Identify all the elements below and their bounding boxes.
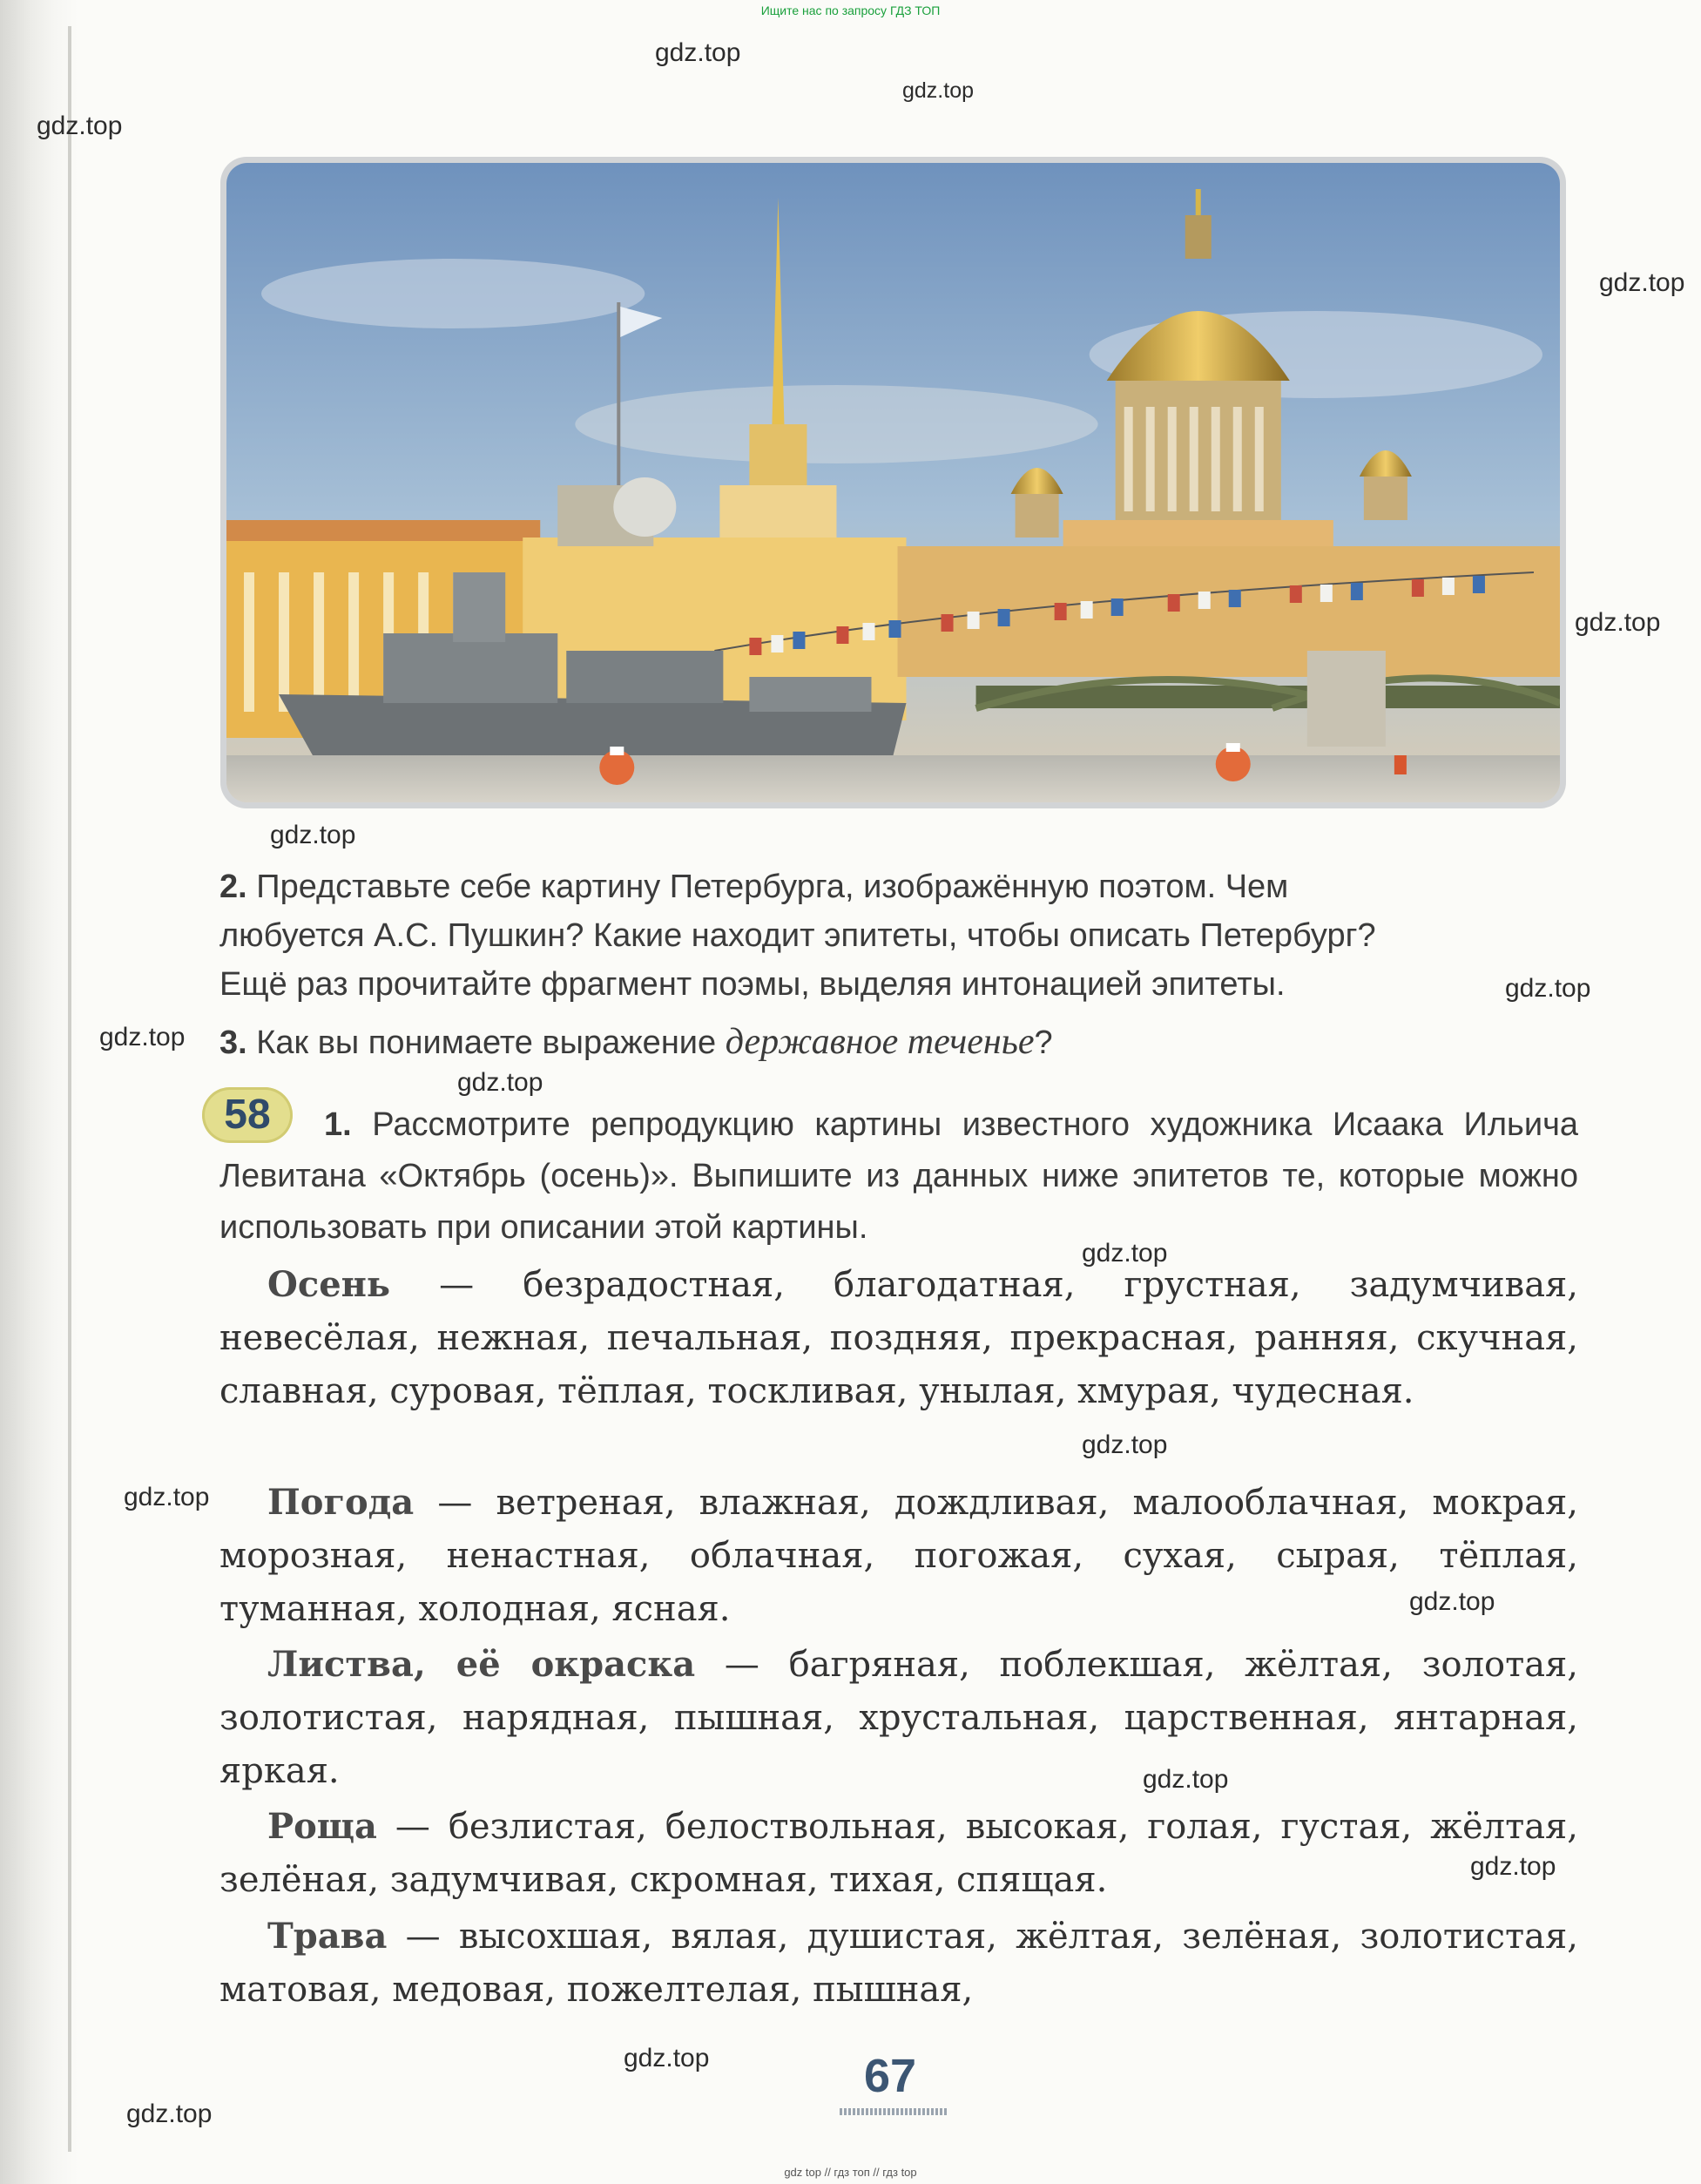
question-line: любуется А.С. Пушкин? Какие находит эпитеты, чтобы описать Петербург? xyxy=(219,917,1376,954)
st-petersburg-panorama-photo xyxy=(226,163,1560,802)
epithet-head: Погода xyxy=(267,1482,415,1523)
watermark: gdz.top xyxy=(1505,974,1591,1003)
question-text: Как вы понимаете выражение xyxy=(256,1024,717,1061)
task-text: Рассмотрите репродукцию картины известного художника Исаака Ильича Левитана «Октябрь (осень)». Выпишите из данных ниже эпитетов те, которые можно использовать при описании этой картины. xyxy=(219,1106,1578,1246)
bottom-watermark-note: gdz top // гдз топ // гдз top xyxy=(784,2166,917,2179)
epithet-list: безрадостная, благодатная, грустная, задумчивая, невесёлая, нежная, печальная, поздняя, прекрасная, ранняя, скучная, славная, суровая, тёплая, тоскливая, унылая, хмурая, чудесная. xyxy=(219,1265,1578,1411)
question-end: ? xyxy=(1034,1024,1053,1061)
photo-frame xyxy=(220,157,1566,808)
watermark: gdz.top xyxy=(124,1483,210,1511)
epithet-block-foliage xyxy=(219,1638,1578,1798)
dash: — xyxy=(695,1645,789,1685)
epithet-list: ветреная, влажная, дождливая, малооблачная, мокрая, морозная, ненастная, облачная, погожая, сухая, сырая, тёплая, туманная, холодная, ясная. xyxy=(219,1483,1578,1629)
book-spine-line xyxy=(68,26,71,2152)
watermark: gdz.top xyxy=(1143,1765,1229,1794)
task-number: 1. xyxy=(324,1106,352,1143)
question-3 xyxy=(219,1018,1578,1067)
question-2 xyxy=(219,862,1578,1009)
page-number-underline xyxy=(840,2108,948,2115)
epithet-list: безлистая, белоствольная, высокая, голая, густая, жёлтая, зелёная, задумчивая, скромная, тихая, спящая. xyxy=(219,1807,1579,1900)
epithet-block-autumn xyxy=(219,1258,1578,1418)
watermark: gdz.top xyxy=(1082,1239,1168,1268)
watermark: gdz.top xyxy=(126,2099,213,2128)
question-number: 2. xyxy=(219,869,247,905)
watermark: gdz.top xyxy=(1409,1587,1495,1616)
watermark: gdz.top xyxy=(270,821,356,849)
top-search-note: Ищите нас по запросу ГДЗ ТОП xyxy=(760,3,941,17)
epithet-block-grove xyxy=(219,1800,1578,1907)
epithet-block-grass xyxy=(219,1910,1578,2017)
watermark: gdz.top xyxy=(655,38,741,67)
question-line: Ещё раз прочитайте фрагмент поэмы, выделяя интонацией эпитеты. xyxy=(219,966,1286,1003)
dash: — xyxy=(390,1265,523,1305)
epithet-list: высохшая, вялая, душистая, жёлтая, зелёная, золотистая, матовая, медовая, пожелтелая, пышная, xyxy=(219,1917,1578,2010)
epithet-block-weather xyxy=(219,1476,1578,1636)
book-spine-shadow xyxy=(0,0,78,2184)
epithet-head: Осень xyxy=(267,1264,391,1305)
dash: — xyxy=(376,1807,449,1847)
question-phrase: державное теченье xyxy=(725,1022,1035,1062)
dash: — xyxy=(414,1483,496,1523)
epithet-list: багряная, поблекшая, жёлтая, золотая, золотистая, нарядная, пышная, хрустальная, царственная, янтарная, яркая. xyxy=(219,1645,1579,1791)
watermark: gdz.top xyxy=(99,1023,186,1051)
watermark: gdz.top xyxy=(1470,1852,1556,1881)
exercise-task xyxy=(219,1099,1578,1254)
dash: — xyxy=(387,1917,459,1957)
page-number: 67 xyxy=(864,2050,917,2102)
epithet-head: Трава xyxy=(267,1916,388,1957)
watermark: gdz.top xyxy=(1599,268,1685,297)
epithet-head: Листва, её окраска xyxy=(267,1644,696,1685)
watermark: gdz.top xyxy=(1575,608,1661,637)
watermark: gdz.top xyxy=(37,112,123,140)
exercise-number-badge: 58 xyxy=(202,1087,293,1143)
question-line: Представьте себе картину Петербурга, изображённую поэтом. Чем xyxy=(256,869,1289,905)
watermark: gdz.top xyxy=(624,2044,710,2072)
watermark: gdz.top xyxy=(902,78,975,103)
watermark: gdz.top xyxy=(1082,1430,1168,1459)
watermark: gdz.top xyxy=(457,1068,543,1097)
question-number: 3. xyxy=(219,1024,247,1061)
epithet-head: Роща xyxy=(267,1806,377,1847)
